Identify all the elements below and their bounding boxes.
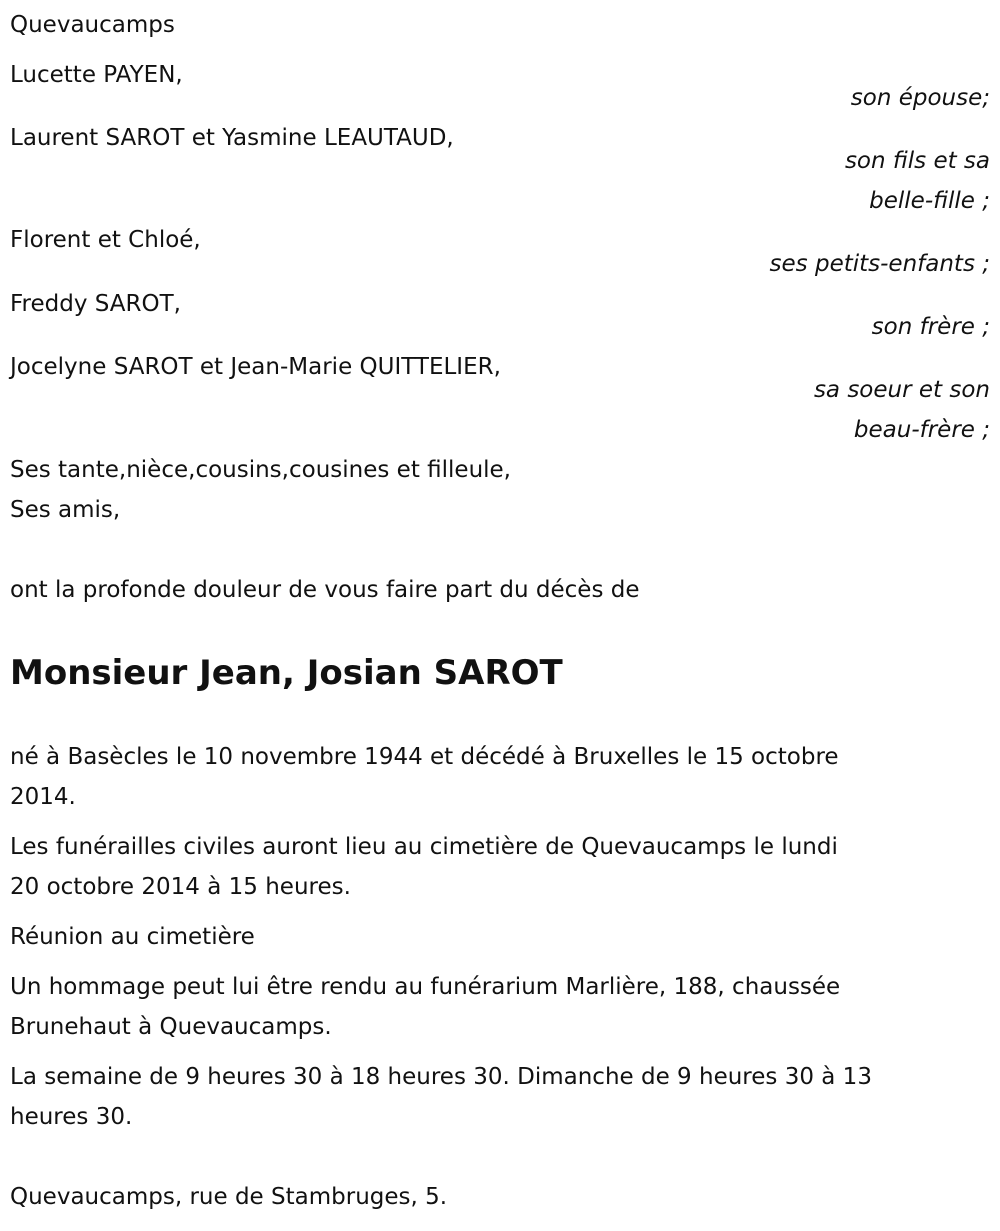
- others-line: Ses amis,: [10, 497, 121, 523]
- family-names: Laurent SAROT et Yasmine LEAUTAUD,: [10, 125, 454, 151]
- paragraph-line: 20 octobre 2014 à 15 heures.: [10, 874, 351, 900]
- paragraph-line: Brunehaut à Quevaucamps.: [10, 1014, 332, 1040]
- paragraph-line: Un hommage peut lui être rendu au funérarium Marlière, 188, chaussée: [10, 974, 841, 1000]
- family-relation: sa soeur et son: [813, 377, 990, 403]
- paragraph-line: heures 30.: [10, 1104, 133, 1130]
- family-relation: son frère ;: [871, 314, 990, 340]
- paragraph-line: La semaine de 9 heures 30 à 18 heures 30. Dimanche de 9 heures 30 à 13: [10, 1064, 872, 1090]
- announcement: ont la profonde douleur de vous faire part du décès de: [10, 577, 640, 603]
- heading-place: Quevaucamps: [10, 12, 175, 38]
- paragraph-line: Réunion au cimetière: [10, 924, 255, 950]
- address: Quevaucamps, rue de Stambruges, 5.: [10, 1184, 448, 1210]
- family-relation: ses petits-enfants ;: [769, 251, 990, 277]
- family-relation: son fils et sa: [844, 148, 990, 174]
- deceased-name: Monsieur Jean, Josian SAROT: [10, 653, 563, 693]
- paragraph-line: né à Basècles le 10 novembre 1944 et décédé à Bruxelles le 15 octobre: [10, 744, 839, 770]
- family-names: Florent et Chloé,: [10, 227, 201, 253]
- paragraph-line: Les funérailles civiles auront lieu au cimetière de Quevaucamps le lundi: [10, 834, 838, 860]
- paragraph-line: 2014.: [10, 784, 76, 810]
- family-names: Lucette PAYEN,: [10, 62, 183, 88]
- family-names: Freddy SAROT,: [10, 291, 181, 317]
- others-line: Ses tante,nièce,cousins,cousines et filleule,: [10, 457, 511, 483]
- family-relation: belle-fille ;: [869, 188, 990, 214]
- family-relation: son épouse;: [850, 85, 990, 111]
- family-relation: beau-frère ;: [853, 417, 990, 443]
- family-names: Jocelyne SAROT et Jean-Marie QUITTELIER,: [10, 354, 501, 380]
